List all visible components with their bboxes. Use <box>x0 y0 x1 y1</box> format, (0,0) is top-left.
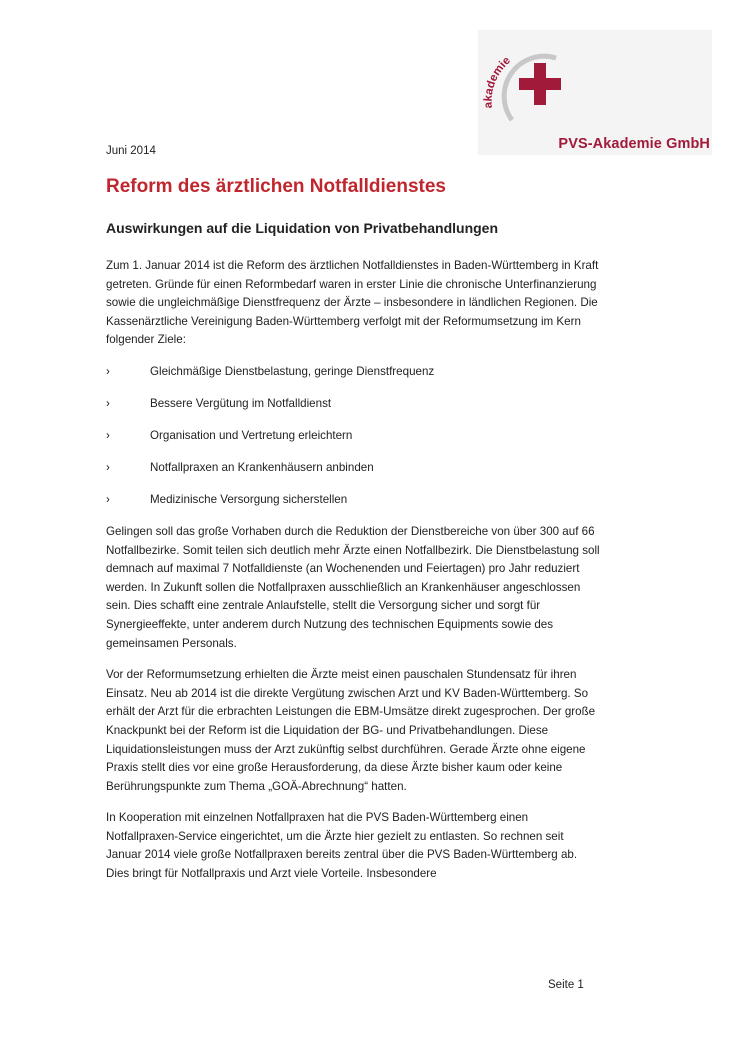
document-body <box>106 257 600 897</box>
bullet-marker: › <box>106 492 110 506</box>
list-item <box>106 395 600 413</box>
paragraph-pvs-service: In Kooperation mit einzelnen Notfallpraxen hat die PVS Baden-Württemberg einen Notfallpraxen-Service eingerichtet, um die Ärzte hier gezielt zu entlasten. So rechnen seit Januar 2014 viele große Notfallpraxen bereits zentral über die PVS Baden-Württemberg ab. Dies bringt für Notfallpraxis und Arzt viele Vorteile. Insbesondere <box>106 811 578 881</box>
list-item <box>106 363 600 381</box>
intro-paragraph: Zum 1. Januar 2014 ist die Reform des ärztlichen Notfalldienstes in Baden-Württemberg in Kraft getreten. Gründe für einen Reformbedarf waren in erster Linie die chronische Unterfinanzierung sowie die ungleichmäßige Dienstfrequenz der Ärzte – insbesondere in ländlichen Regionen. Die Kassenärztliche Vereinigung Baden-Württemberg verfolgt mit der Reformumsetzung im Kern folgender Ziele: <box>106 259 599 347</box>
list-item <box>106 459 600 477</box>
bullet-marker: › <box>106 396 110 410</box>
paragraph-remuneration: Vor der Reformumsetzung erhielten die Ärzte meist einen pauschalen Stundensatz für ihren Einsatz. Neu ab 2014 ist die direkte Vergütung zwischen Arzt und KV Baden-Württemberg. So erhält der Arzt für die erbrachten Leistungen die EBM-Umsätze direkt zugesprochen. Der große Knackpunkt bei der Reform ist die Liquidation der BG- und Privatbehandlungen. Diese Liquidationsleistungen muss der Arzt zukünftig selbst durchführen. Gerade Ärzte ohne eigene Praxis stellt dies vor eine große Herausforderung, da diese Ärzte bisher kaum oder keine Berührungspunkte zum Thema „GOÄ-Abrechnung“ hatten. <box>106 668 596 793</box>
list-item-text: Gleichmäßige Dienstbelastung, geringe Dienstfrequenz <box>150 364 435 378</box>
red-cross-icon <box>519 63 561 105</box>
logo-arc-text: akademie <box>482 54 513 109</box>
company-name: PVS-Akademie GmbH <box>558 136 710 152</box>
list-item-text: Notfallpraxen an Krankenhäusern anbinden <box>150 460 374 474</box>
list-item <box>106 491 600 509</box>
list-item-text: Organisation und Vertretung erleichtern <box>150 428 353 442</box>
bullet-marker: › <box>106 460 110 474</box>
company-logo <box>478 30 712 155</box>
document-subtitle: Auswirkungen auf die Liquidation von Privatbehandlungen <box>106 220 499 236</box>
goals-list <box>106 363 600 509</box>
list-item-text: Medizinische Versorgung sicherstellen <box>150 492 348 506</box>
list-item-text: Bessere Vergütung im Notfalldienst <box>150 396 332 410</box>
paragraph-reform-districts: Gelingen soll das große Vorhaben durch die Reduktion der Dienstbereiche von über 300 auf 66 Notfallbezirke. Somit teilen sich deutlich mehr Ärzte einen Notfallbezirk. Die Dienstbelastung soll demnach auf maximal 7 Notfalldienste (an Wochenenden und Feiertagen) pro Jahr reduziert werden. In Zukunft sollen die Notfallpraxen ausschließlich an Krankenhäuser angeschlossen sein. Dies schafft eine zentrale Anlaufstelle, stellt die Versorgung sicher und sorgt für Synergieeffekte, unter anderem durch Nutzung des technischen Equipments sowie des gemeinsamen Personals. <box>106 524 600 650</box>
document-title: Reform des ärztlichen Notfalldienstes <box>106 176 446 197</box>
bullet-marker: › <box>106 428 110 442</box>
document-date: Juni 2014 <box>106 145 156 157</box>
list-item <box>106 427 600 445</box>
bullet-marker: › <box>106 364 110 378</box>
page-number: Seite 1 <box>548 979 584 991</box>
